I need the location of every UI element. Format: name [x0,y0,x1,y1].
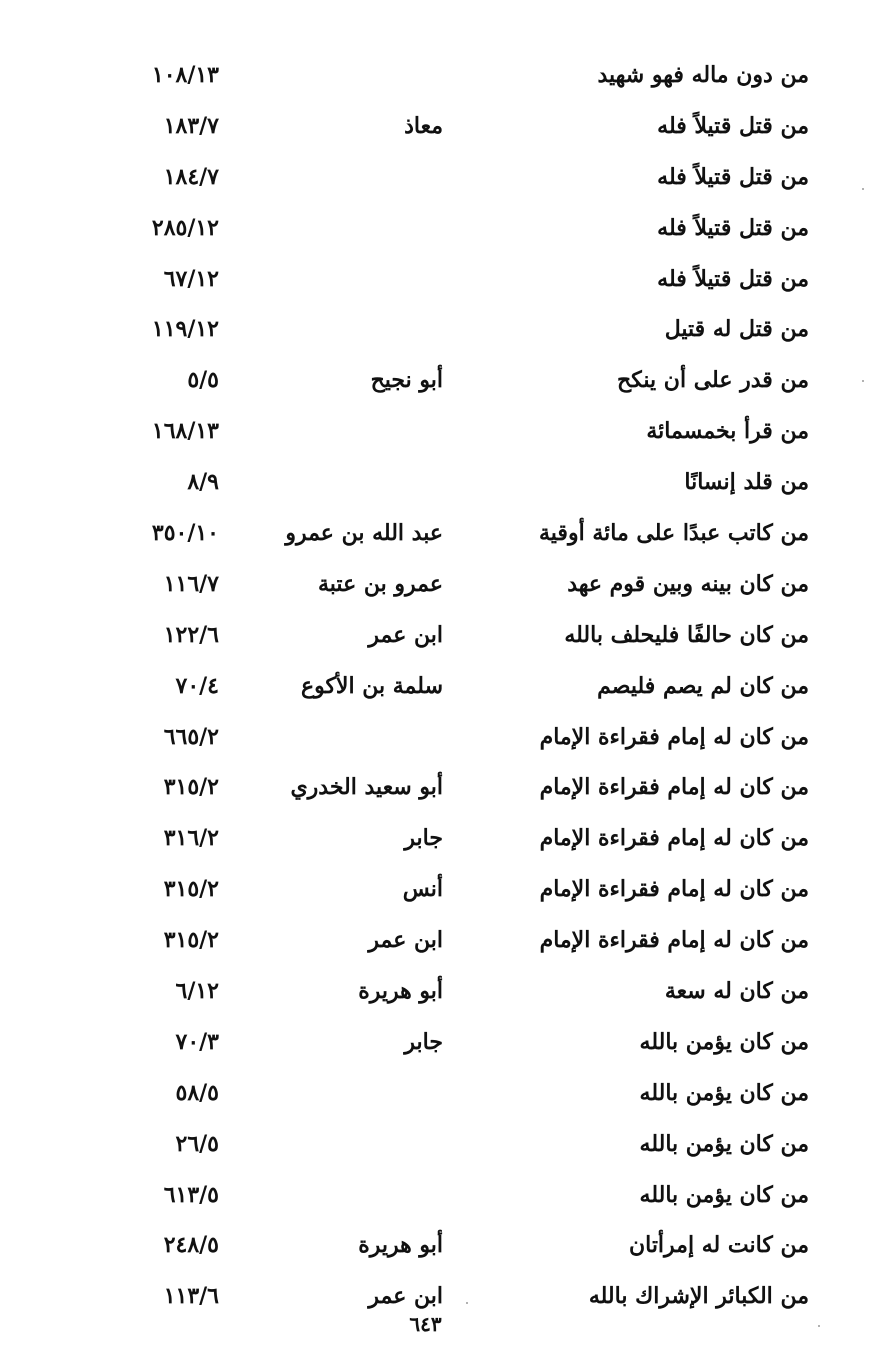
index-row [0,1068,873,1119]
volume-page-reference: ٦١٣/٥ [163,1181,219,1208]
volume-page-reference: ٢٦/٥ [175,1130,219,1157]
index-row [0,203,873,254]
volume-page-reference: ١٢٢/٦ [163,621,219,648]
index-row [0,915,873,966]
volume-page-reference: ٧٠/٤ [175,672,219,699]
narrator-name: عبد الله بن عمرو [285,520,443,547]
hadith-text: من قتل له قتيل [664,316,809,343]
narrator-name: أبو سعيد الخدري [290,774,443,801]
index-row [0,559,873,610]
volume-page-reference: ١١٣/٦ [163,1283,219,1310]
hadith-text: من كان لم يصم فليصم [597,672,809,699]
hadith-text: من الكبائر الإشراك بالله [588,1283,809,1310]
hadith-text: من قلد إنسانًا [684,469,809,496]
index-row [0,457,873,508]
scan-speck [862,380,864,382]
hadith-text: من قرأ بخمسمائة [646,418,809,445]
volume-page-reference: ٥٨/٥ [175,1079,219,1106]
volume-page-reference: ٢٨٥/١٢ [151,214,219,241]
volume-page-reference: ١٨٤/٧ [163,163,219,190]
hadith-text: من قتل قتيلاً فله [657,214,809,241]
page-number-text: ٦٤٣ [409,1312,442,1336]
volume-page-reference: ٧٠/٣ [175,1028,219,1055]
volume-page-reference: ١١٦/٧ [163,570,219,597]
index-row [0,101,873,152]
volume-page-reference: ٣١٥/٢ [163,876,219,903]
hadith-text: من قتل قتيلاً فله [657,163,809,190]
narrator-name: ابن عمر [368,1283,443,1310]
hadith-text: من دون ماله فهو شهيد [597,62,809,88]
volume-page-reference: ١٦٨/١٣ [151,418,219,445]
index-row [0,1017,873,1068]
scan-speck [818,1325,820,1327]
hadith-text: من قتل قتيلاً فله [657,112,809,139]
volume-page-reference: ٣٥٠/١٠ [151,520,219,547]
narrator-name: جابر [404,1028,443,1055]
volume-page-reference: ٣١٥/٢ [163,774,219,801]
hadith-index-list [0,50,873,1322]
index-row [0,813,873,864]
hadith-text: من كان له إمام فقراءة الإمام [539,774,809,801]
narrator-name: سلمة بن الأكوع [300,672,443,699]
volume-page-reference: ٨/٩ [187,469,219,496]
volume-page-reference: ١١٩/١٢ [151,316,219,343]
index-row [0,864,873,915]
index-row [0,304,873,355]
volume-page-reference: ٦/١٢ [175,978,219,1005]
narrator-name: جابر [404,825,443,852]
hadith-text: من كان حالفًا فليحلف بالله [564,621,809,648]
page-number [0,1312,873,1336]
narrator-name: ابن عمر [368,927,443,954]
volume-page-reference: ٦٦٥/٢ [163,723,219,750]
index-row [0,254,873,305]
hadith-text: من كان له إمام فقراءة الإمام [539,927,809,954]
scan-speck [862,188,864,190]
volume-page-reference: ١٨٣/٧ [163,112,219,139]
hadith-text: من كان له إمام فقراءة الإمام [539,825,809,852]
scan-speck [466,1302,468,1304]
hadith-text: من كان له سعة [664,978,809,1005]
index-row [0,406,873,457]
hadith-text: من كان يؤمن بالله [639,1028,809,1055]
hadith-text: من كاتب عبدًا على مائة أوقية [539,520,809,547]
index-row [0,1170,873,1221]
volume-page-reference: ٥/٥ [187,367,219,394]
hadith-text: من كان له إمام فقراءة الإمام [539,723,809,750]
volume-page-reference: ١٠٨/١٣ [151,62,219,88]
index-row [0,966,873,1017]
volume-page-reference: ٣١٦/٢ [163,825,219,852]
hadith-text: من كانت له إمرأتان [628,1232,809,1259]
volume-page-reference: ٦٧/١٢ [163,265,219,292]
hadith-text: من قتل قتيلاً فله [657,265,809,292]
index-row [0,1119,873,1170]
hadith-text: من كان يؤمن بالله [639,1181,809,1208]
index-row [0,610,873,661]
hadith-text: من كان بينه وبين قوم عهد [567,570,809,597]
narrator-name: عمرو بن عتبة [318,570,443,597]
index-row [0,508,873,559]
hadith-text: من كان يؤمن بالله [639,1130,809,1157]
index-row [0,712,873,763]
volume-page-reference: ٢٤٨/٥ [163,1232,219,1259]
narrator-name: أنس [402,876,443,903]
narrator-name: أبو نجيح [370,367,443,394]
index-row [0,50,873,101]
hadith-text: من قدر على أن ينكح [617,367,809,394]
hadith-text: من كان له إمام فقراءة الإمام [539,876,809,903]
volume-page-reference: ٣١٥/٢ [163,927,219,954]
hadith-text: من كان يؤمن بالله [639,1079,809,1106]
index-row [0,1220,873,1271]
index-row [0,152,873,203]
narrator-name: أبو هريرة [358,978,443,1005]
narrator-name: معاذ [404,112,443,139]
index-row [0,355,873,406]
narrator-name: أبو هريرة [358,1232,443,1259]
index-row [0,762,873,813]
index-row [0,661,873,712]
narrator-name: ابن عمر [368,621,443,648]
